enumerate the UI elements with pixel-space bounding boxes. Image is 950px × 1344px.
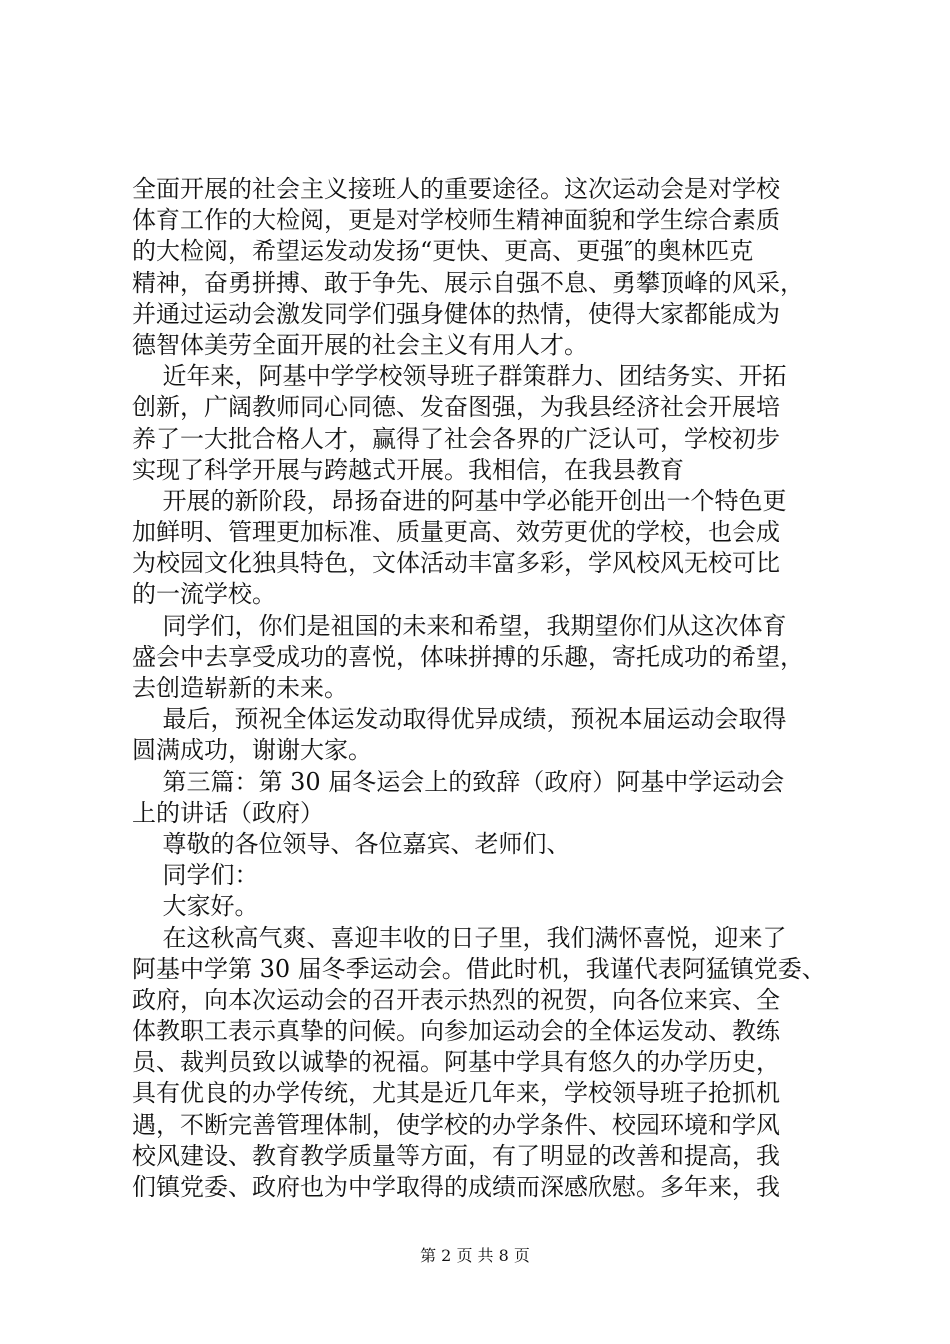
text-line: 德智体美劳全面开展的社会主义有用人才。: [132, 330, 588, 359]
text-line: 并通过运动会激发同学们强身健体的热情，使得大家都能成为: [132, 299, 780, 328]
text-line: 为校园文化独具特色，文体活动丰富多彩，学风校风无校可比: [132, 549, 780, 578]
text-line: 去创造崭新的未来。: [132, 674, 348, 702]
text-line: 遇，不断完善管理体制，使学校的办学条件、校园环境和学风: [132, 1110, 780, 1139]
text-line: 们镇党委、政府也为中学取得的成绩而深感欣慰。多年来，我: [132, 1173, 780, 1201]
text-line: 政府，向本次运动会的召开表示热烈的祝贺，向各位来宾、全: [132, 985, 780, 1014]
text-line: 圆满成功，谢谢大家。: [132, 736, 372, 765]
page-footer: 第 2 页 共 8 页: [420, 1246, 530, 1265]
text-line: 创新，广阔教师同心同德、发奋图强，为我县经济社会开展培: [132, 393, 780, 422]
text-line: 员、裁判员致以诚挚的祝福。阿基中学具有悠久的办学历史，: [132, 1048, 780, 1077]
text-line: 校风建设、教育教学质量等方面，有了明显的改善和提高，我: [132, 1141, 780, 1170]
text-line: 实现了科学开展与跨越式开展。我相信，在我县教育: [132, 455, 684, 484]
text-line: 体教职工表示真挚的问候。向参加运动会的全体运发动、教练: [132, 1017, 780, 1046]
text-line: 的一流学校。: [132, 580, 276, 609]
text-line: 同学们：: [132, 861, 259, 890]
text-line: 具有优良的办学传统，尤其是近几年来，学校领导班子抢抓机: [132, 1079, 780, 1108]
text-line: 近年来，阿基中学学校领导班子群策群力、团结务实、开拓: [132, 362, 787, 391]
text-line: 全面开展的社会主义接班人的重要途径。这次运动会是对学校: [132, 175, 780, 203]
text-line: 盛会中去享受成功的喜悦，体味拼搏的乐趣，寄托成功的希望，: [132, 642, 804, 671]
section-heading-line: 第三篇：第 30 届冬运会上的致辞（政府）阿基中学运动会: [132, 767, 785, 796]
text-line: 在这秋高气爽、喜迎丰收的日子里，我们满怀喜悦，迎来了: [132, 923, 787, 952]
text-line: 体育工作的大检阅，更是对学校师生精神面貌和学生综合素质: [132, 206, 780, 235]
text-line: 大家好。: [132, 892, 259, 921]
text-line: 精神，奋勇拼搏、敢于争先、展示自强不息、勇攀顶峰的风采，: [132, 268, 804, 297]
text-line: 最后，预祝全体运发动取得优异成绩，预祝本届运动会取得: [132, 705, 787, 734]
text-line: 同学们，你们是祖国的未来和希望，我期望你们从这次体育: [132, 611, 787, 640]
document-body: [132, 174, 832, 1203]
text-line: 加鲜明、管理更加标准、质量更高、效劳更优的学校，也会成: [132, 518, 780, 547]
section-heading-line: 上的讲话（政府）: [132, 798, 324, 827]
text-line: 养了一大批合格人才，赢得了社会各界的广泛认可，学校初步: [132, 424, 780, 453]
text-line: 尊敬的各位领导、各位嘉宾、老师们、: [132, 829, 571, 858]
text-line: 的大检阅，希望运发动发扬“更快、更高、更强″的奥林匹克: [132, 237, 754, 266]
text-line: 阿基中学第 30 届冬季运动会。借此时机，我谨代表阿猛镇党委、: [132, 954, 826, 983]
text-line: 开展的新阶段，昂扬奋进的阿基中学必能开创出一个特色更: [132, 486, 787, 515]
